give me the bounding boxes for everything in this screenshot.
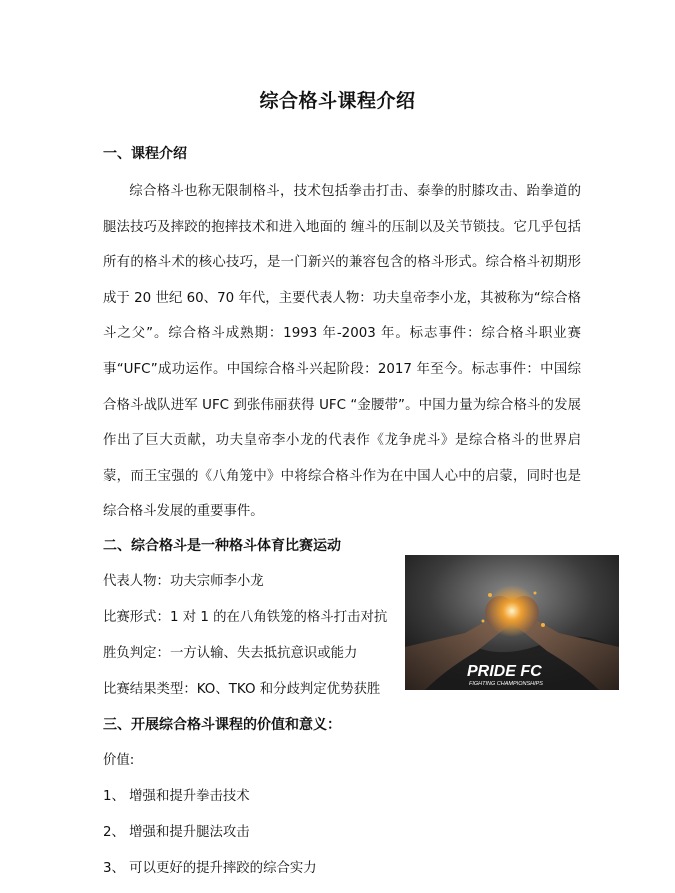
section-2-item: 代表人物：功夫宗师李小龙	[103, 574, 264, 589]
fist-bump-illustration	[405, 555, 619, 690]
section-1-paragraph-text: 综合格斗也称无限制格斗，技术包括拳击打击、泰拳的肘膝攻击、跆拳道的腿法技巧及摔跤的抱摔技术和进入地面的 缠斗的压制以及关节锁技。它几乎包括所有的格斗术的核心技巧，是一门新兴的兼容包含的格斗形式。综合格斗初期形成于 20 世纪 60、70 年代，主要代表人物：功夫皇帝李小龙，其被称为“综合格斗之父”。综合格斗成熟期：1993 年-2003 年。标志事件：综合格斗职业赛事“UFC”成功运作。中国综合格斗兴起阶段：2017 年至今。标志事件：中国综合格斗战队进军 UFC 到张伟丽获得 UFC “金腰带”。中国力量为综合格斗的发展作出了巨大贡献，功夫皇帝李小龙的代表作《龙争虎斗》是综合格斗的世界启蒙，而王宝强的《八角笼中》中将综合格斗作为在中国人心中的启蒙，同时也是综合格斗发展的重要事件。	[103, 184, 581, 520]
pride-fc-logo-text: PRIDE FC	[467, 663, 542, 680]
section-2-item: 比赛结果类型：KO、TKO 和分歧判定优势获胜	[103, 682, 381, 697]
section-2-item: 胜负判定：一方认输、失去抵抗意识或能力	[103, 646, 358, 661]
section-3-item: 2、 增强和提升腿法攻击	[103, 825, 250, 840]
impact-glow	[486, 585, 538, 637]
section-1-heading: 一、课程介绍	[103, 146, 187, 162]
section-3-heading: 三、开展综合格斗课程的价值和意义：	[103, 717, 341, 733]
section-3-item: 1、 增强和提升拳击技术	[103, 789, 250, 804]
section-1-paragraph	[103, 174, 581, 530]
document-title: 综合格斗课程介绍	[259, 90, 416, 112]
section-3-item: 3、 可以更好的提升摔跤的综合实力	[103, 861, 317, 876]
fist-bump-photo	[405, 555, 619, 690]
section-2-heading: 二、综合格斗是一种格斗体育比赛运动	[103, 538, 341, 554]
section-3-value-label: 价值:	[103, 753, 135, 768]
section-2-item: 比赛形式：1 对 1 的在八角铁笼的格斗打击对抗	[103, 610, 388, 625]
pride-fc-logo-subtitle: FIGHTING CHAMPIONSHIPS	[469, 681, 543, 687]
